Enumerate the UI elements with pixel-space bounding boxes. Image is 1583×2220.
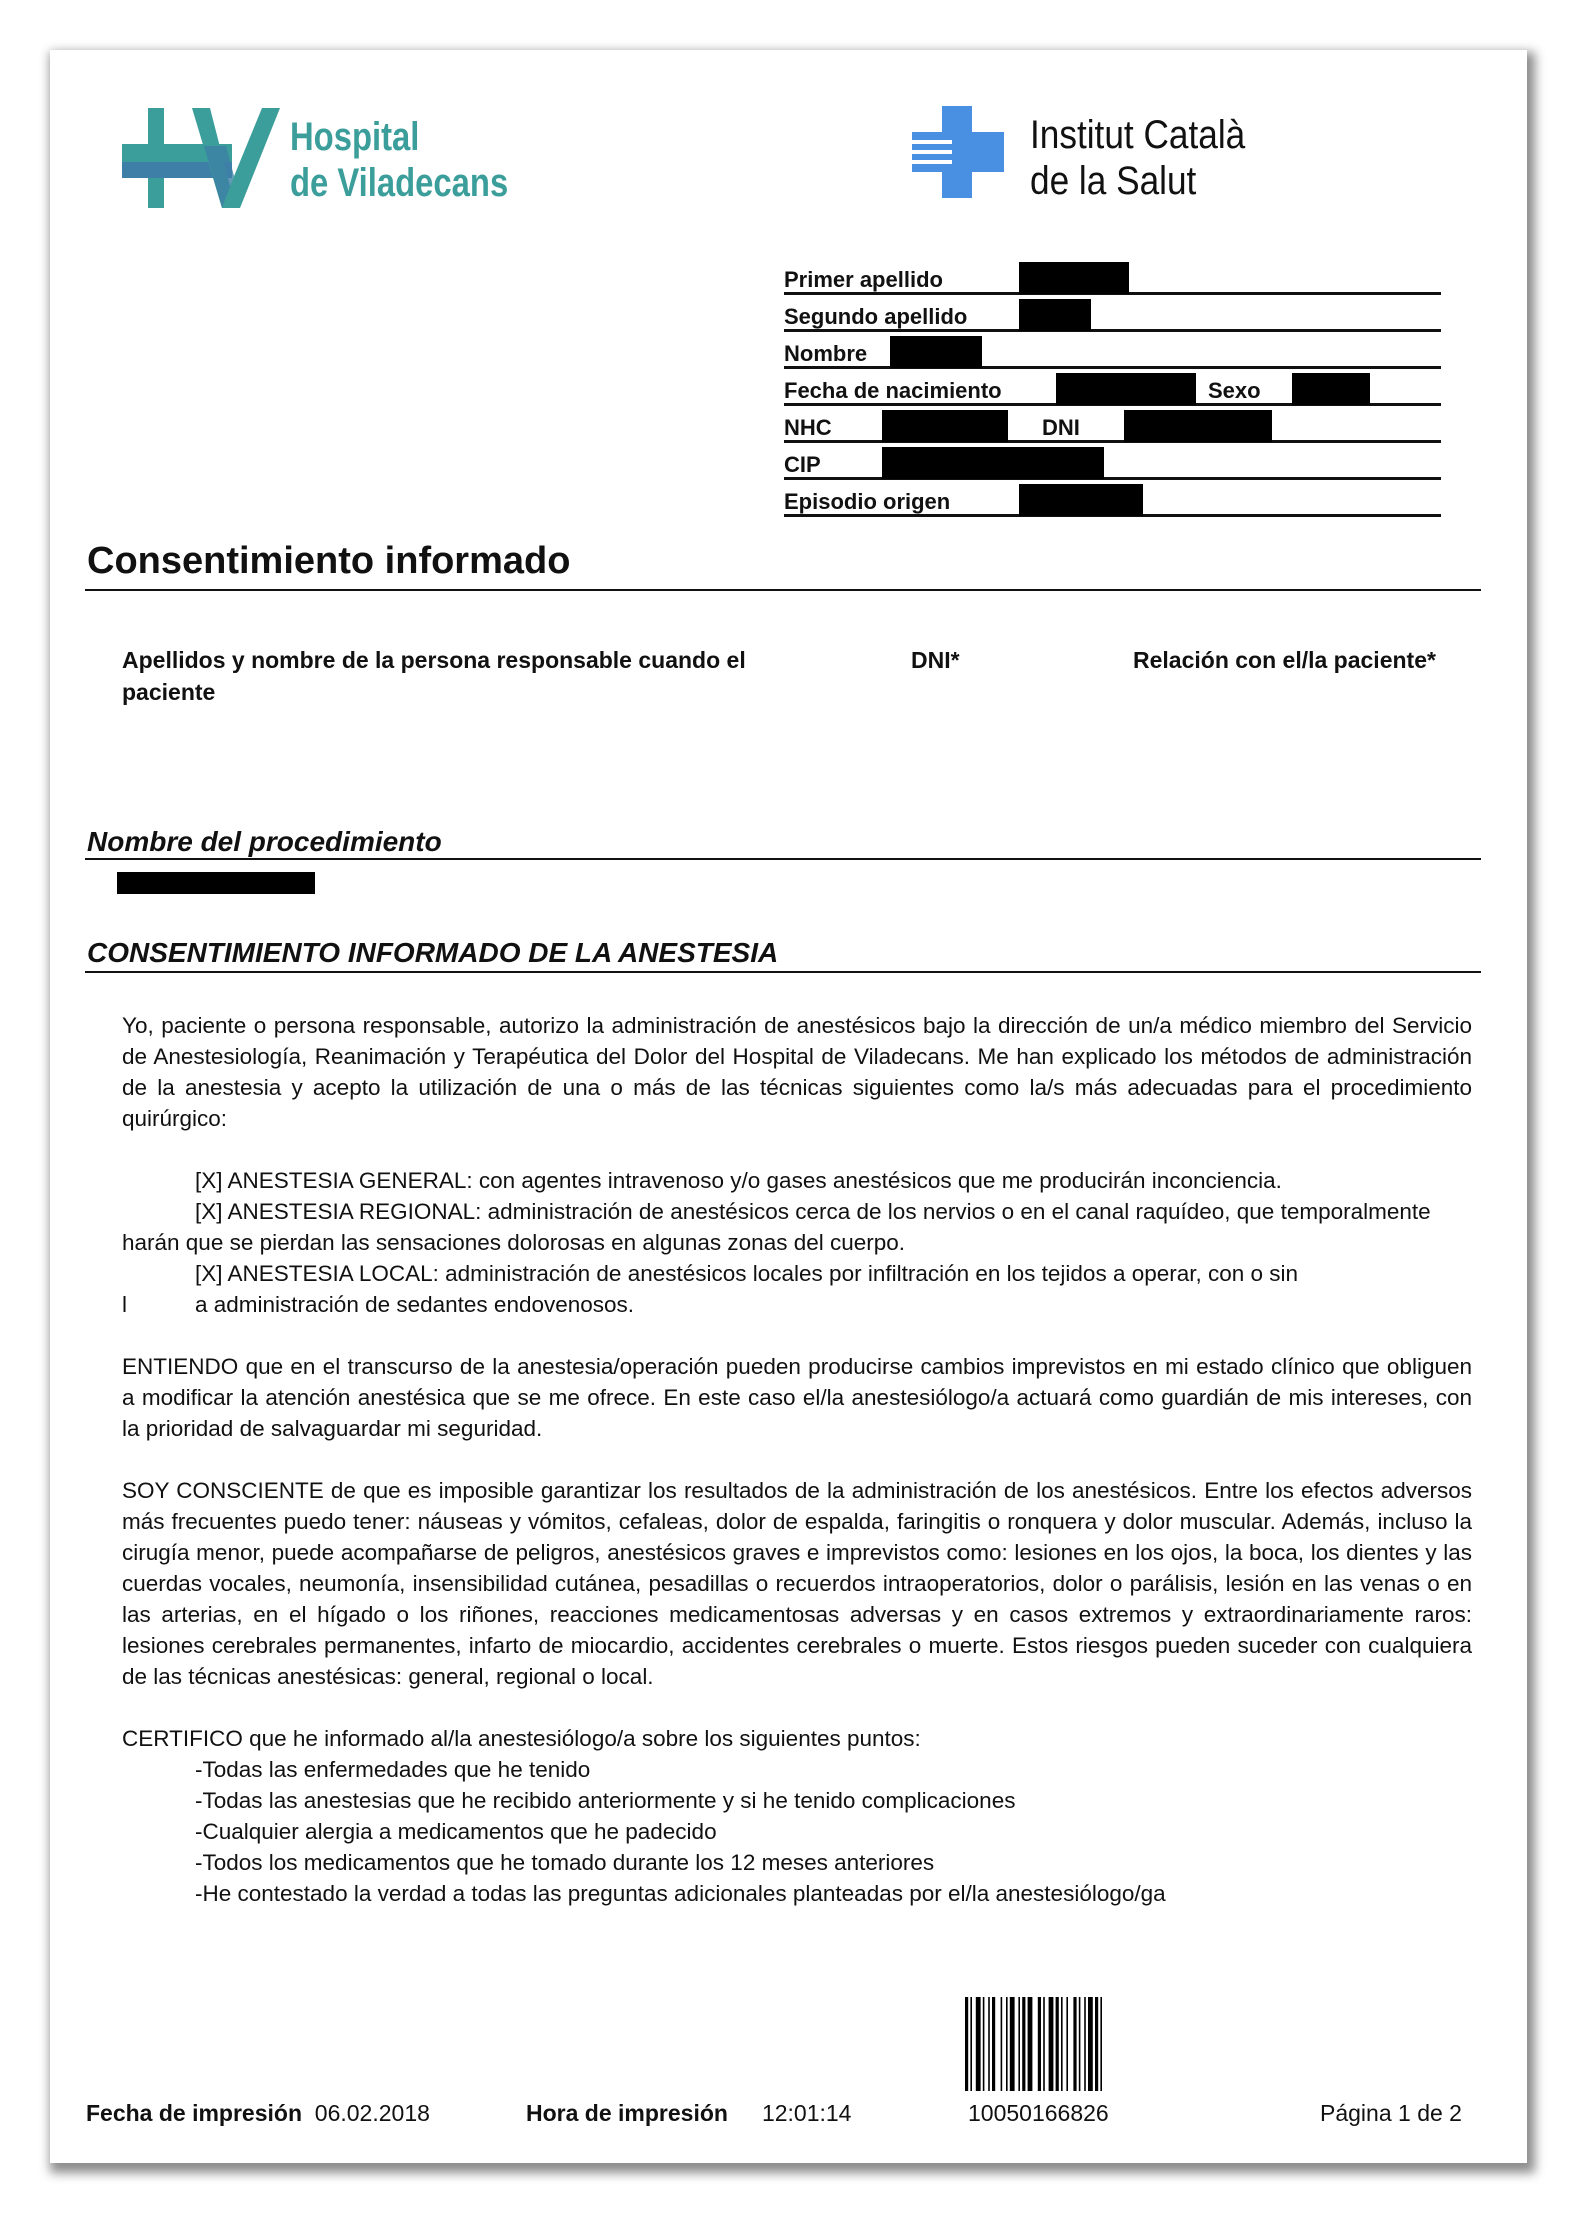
- option-local: [X] ANESTESIA LOCAL: administración de anestésicos locales por infiltración en los tejidos a operar, con o sin: [195, 1261, 1299, 1286]
- redacted-value: [1124, 410, 1272, 442]
- barcode-bar: [1006, 1997, 1008, 2091]
- page-number: Página 1 de 2: [1320, 2100, 1462, 2126]
- ics-cross-icon: [912, 106, 1012, 198]
- redacted-value: [882, 447, 1104, 479]
- barcode-bar: [1056, 1997, 1059, 2091]
- barcode: [965, 1997, 1177, 2091]
- redacted-value: [1292, 373, 1370, 405]
- option-general: [X] ANESTESIA GENERAL: con agentes intravenoso y/o gases anestésicos que me producirán inconciencia.: [195, 1168, 1282, 1193]
- barcode-bar: [1100, 1997, 1102, 2091]
- barcode-bar: [965, 1997, 968, 2091]
- certifico-list: [122, 1754, 1472, 1909]
- consent-body: [122, 1010, 1472, 1909]
- barcode-bar: [983, 1997, 985, 2091]
- field-cip: CIP: [784, 447, 1441, 480]
- divider: [85, 589, 1481, 591]
- barcode-bar: [1095, 1997, 1098, 2091]
- barcode-bar: [1028, 1997, 1033, 2091]
- redacted-value: [890, 336, 982, 368]
- field-primer-apellido: Primer apellido: [784, 262, 1441, 295]
- redacted-value: [1019, 484, 1143, 516]
- barcode-bar: [976, 1997, 981, 2091]
- field-segundo-apellido: Segundo apellido: [784, 299, 1441, 332]
- barcode-bar: [1061, 1997, 1063, 2091]
- barcode-bar: [1022, 1997, 1025, 2091]
- ics-name-line1: Institut Català: [1030, 113, 1246, 157]
- barcode-bar: [1088, 1997, 1093, 2091]
- barcode-bar: [992, 1997, 995, 2091]
- redacted-value: [1056, 373, 1196, 405]
- list-item: -Todos los medicamentos que he tomado durante los 12 meses anteriores: [195, 1850, 935, 1875]
- print-time: Hora de impresión 12:01:14: [526, 2100, 852, 2126]
- consciente-paragraph: SOY CONSCIENTE de que es imposible garantizar los resultados de la administración de los anestésicos. Entre los efectos adversos más frecuentes puedo tener: náuseas y vómitos, cefaleas, dolor de espalda, faringitis o ronquera y dolor muscular. Además, incluso la cirugía menor, puede acompañarse de peligros, anestésicos graves e imprevistos como: lesiones en los ojos, la boca, los dientes y las cuerdas vocales, neumonía, insensibilidad cutánea, pesadillas o recuerdos intraoperatorios, dolor o parálisis, lesión en las venas o en las arterias, en el hígado o los riñones, reacciones medicamentosas adversas y en casos extremos y extraordinariamente raros: lesiones cerebrales permanentes, infarto de miocardio, accidentes cerebrales o muerte. Estos riesgos pueden suceder con cualquiera de las técnicas anestésicas: general, regional o local.: [122, 1478, 1472, 1689]
- field-nhc-dni: NHC DNI: [784, 410, 1441, 443]
- field-fecha-nacimiento: Fecha de nacimiento Sexo: [784, 373, 1441, 406]
- hospital-name-line1: Hospital: [290, 115, 420, 159]
- entiendo-paragraph: ENTIENDO que en el transcurso de la anestesia/operación pueden producirse cambios imprevistos en mi estado clínico que obliguen a modificar la atención anestésica que se me ofrece. En este caso el/la anestesiólogo/a actuará como guardián de mis intereses, con la prioridad de salvaguardar mi seguridad.: [122, 1354, 1472, 1441]
- barcode-bar: [1043, 1997, 1045, 2091]
- barcode-bar: [970, 1997, 972, 2091]
- procedure-heading: Nombre del procedimiento: [87, 826, 442, 857]
- option-local-continued: l a administración de sedantes endovenosos.: [122, 1292, 635, 1317]
- divider: [85, 971, 1481, 973]
- redacted-procedure-name: [117, 872, 315, 894]
- ics-name-line2: de la Salut: [1030, 159, 1197, 203]
- divider: [85, 858, 1481, 860]
- barcode-bar: [1001, 1997, 1003, 2091]
- responsible-dni-header: DNI*: [911, 647, 960, 673]
- hv-logo-icon: [122, 106, 292, 210]
- barcode-bar: [1010, 1997, 1015, 2091]
- barcode-bar: [1084, 1997, 1086, 2091]
- ics-logo: [912, 106, 1312, 206]
- page-title: Consentimiento informado: [87, 540, 571, 582]
- redacted-value: [882, 410, 1008, 442]
- certifico-paragraph: CERTIFICO que he informado al/la anestesiólogo/a sobre los siguientes puntos:: [122, 1726, 921, 1751]
- list-item: -Cualquier alergia a medicamentos que he padecido: [195, 1819, 717, 1844]
- option-regional: [X] ANESTESIA REGIONAL: administración de anestésicos cerca de los nervios o en el canal raquídeo, que temporalmente harán que se pierdan las sensaciones dolorosas en algunas zonas del cuerpo.: [122, 1199, 1431, 1255]
- responsible-relation-header: Relación con el/la paciente*: [1133, 647, 1436, 673]
- intro-paragraph: Yo, paciente o persona responsable, autorizo la administración de anestésicos bajo la dirección de un/a médico miembro del Servicio de Anestesiología, Reanimación y Terapéutica del Dolor del Hospital de Viladecans. Me han explicado los métodos de administración de la anestesia y acepto la utilización de una o más de las técnicas siguientes como la/s más adecuadas para el procedimiento quirúrgico:: [122, 1013, 1472, 1131]
- barcode-bar: [988, 1997, 990, 2091]
- barcode-bar: [1079, 1997, 1081, 2091]
- responsible-name-header: Apellidos y nombre de la persona responsable cuando el paciente: [122, 647, 746, 705]
- hospital-viladecans-logo: [122, 106, 562, 216]
- redacted-value: [1019, 262, 1129, 294]
- barcode-bar: [1049, 1997, 1054, 2091]
- redacted-value: [1019, 299, 1091, 331]
- list-item: -Todas las anestesias que he recibido anteriormente y si he tenido complicaciones: [195, 1788, 1016, 1813]
- anesthesia-options: [122, 1165, 1472, 1320]
- field-episodio-origen: Episodio origen: [784, 484, 1441, 517]
- list-item: -He contestado la verdad a todas las preguntas adicionales planteadas por el/la anestesiólogo/ga: [195, 1881, 1166, 1906]
- barcode-bar: [1038, 1997, 1041, 2091]
- barcode-number: 10050166826: [968, 2100, 1109, 2126]
- field-nombre: Nombre: [784, 336, 1441, 369]
- list-item: -Todas las enfermedades que he tenido: [195, 1757, 591, 1782]
- barcode-bar: [1066, 1997, 1068, 2091]
- hospital-name-line2: de Viladecans: [290, 161, 509, 205]
- barcode-bar: [1073, 1997, 1076, 2091]
- print-date: Fecha de impresión 06.02.2018: [86, 2100, 430, 2126]
- anesthesia-heading: CONSENTIMIENTO INFORMADO DE LA ANESTESIA: [87, 937, 779, 968]
- barcode-bar: [1018, 1997, 1020, 2091]
